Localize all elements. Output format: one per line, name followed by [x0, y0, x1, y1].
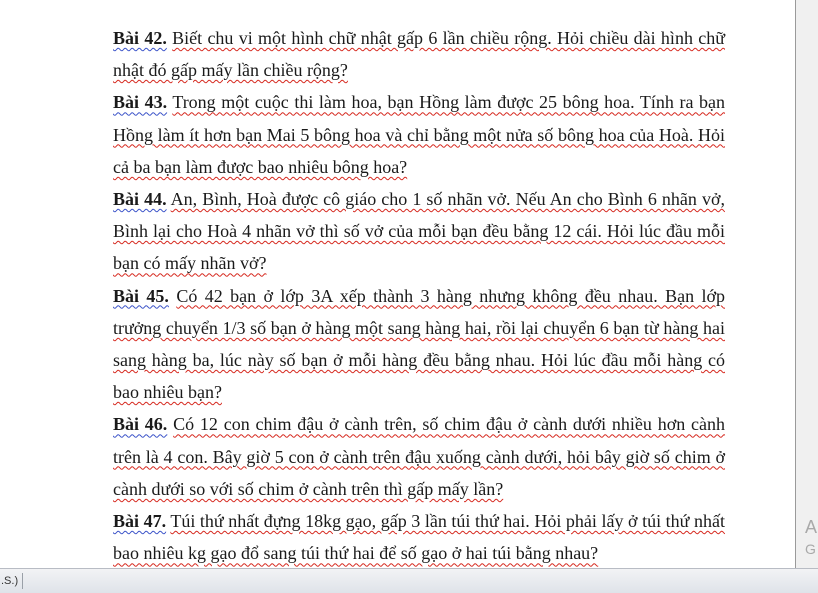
problem-number: Bài 43. [113, 92, 168, 113]
problem-44 [113, 183, 725, 280]
problem-text: Có 12 con chim đậu ở cành trên, số chim đậu ở cành dưới nhiều hơn cành trên là 4 con. Bây giờ 5 con ở cành trên đậu xuống cành dưới, hỏi bây giờ số chim ở cành dưới so với số chim ở cành trên thì gấp mấy lần? [113, 414, 726, 499]
problem-text: Trong một cuộc thi làm hoa, bạn Hồng làm được 25 bông hoa. Tính ra bạn Hồng làm ít hơn bạn Mai 5 bông hoa và chỉ bằng một nửa số bông hoa của Hoà. Hỏi cả ba bạn làm được bao nhiêu bông hoa? [113, 92, 725, 177]
problem-text: Biết chu vi một hình chữ nhật gấp 6 lần chiều rộng. Hỏi chiều dài hình chữ nhật đó gấp mấy lần chiều rộng? [113, 28, 725, 81]
problem-47 [113, 505, 725, 568]
status-bar [0, 568, 818, 593]
problem-45 [113, 280, 725, 409]
document-body[interactable] [113, 22, 725, 568]
next-page-peek-text: A [805, 517, 818, 537]
problem-text: An, Bình, Hoà được cô giáo cho 1 số nhãn vở. Nếu An cho Bình 6 nhãn vở, Bình lại cho Hoà 4 nhãn vở thì số vở của mỗi bạn đều bằng 12 cái. Hỏi lúc đầu mỗi bạn có mấy nhãn vở? [113, 189, 725, 274]
next-page-peek-text: G [805, 541, 816, 557]
problem-text: Túi thứ nhất đựng 18kg gạo, gấp 3 lần túi thứ hai. Hỏi phải lấy ở túi thứ nhất bao nhiêu kg gạo đổ sang túi thứ hai để số gạo ở hai túi bằng nhau? [113, 511, 725, 564]
workspace-background [796, 0, 818, 568]
problem-number: Bài 45. [113, 285, 169, 306]
language-indicator[interactable]: .S.) [1, 575, 19, 587]
problem-46 [113, 408, 725, 505]
problem-number: Bài 46. [113, 414, 168, 435]
problem-number: Bài 47. [113, 511, 167, 532]
problem-42 [113, 22, 725, 86]
problem-text: Có 42 bạn ở lớp 3A xếp thành 3 hàng nhưng không đều nhau. Bạn lớp trưởng chuyển 1/3 số bạn ở hàng một sang hàng hai, rồi lại chuyển 6 bạn từ hàng hai sang hàng ba, lúc này số bạn ở mỗi hàng đều bằng nhau. Hỏi lúc đầu mỗi hàng có bao nhiêu bạn? [113, 285, 725, 403]
problem-43 [113, 86, 725, 183]
problem-number: Bài 44. [113, 189, 167, 210]
problem-number: Bài 42. [113, 28, 167, 48]
status-divider [22, 573, 23, 589]
